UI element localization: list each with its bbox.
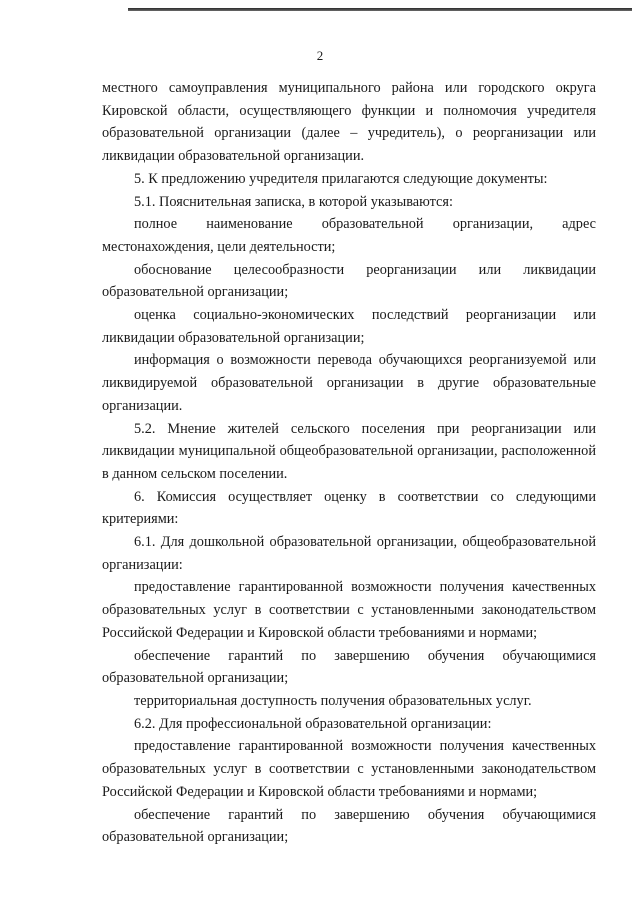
paragraph-completion-guarantee: обеспечение гарантий по завершению обучения обучающимися образовательной организации; xyxy=(102,647,596,687)
paragraph-item-5: 5. К предложению учредителя прилагаются следующие документы: xyxy=(134,170,548,187)
scan-edge-line xyxy=(128,8,632,11)
paragraph-transfer-info: информация о возможности перевода обучающихся реорганизуемой или ликвидируемой образовательной организации в другие образовательные организации. xyxy=(102,352,596,414)
paragraph-quality-guarantee: предоставление гарантированной возможности получения качественных образовательных услуг в соответствии с установленными законодательством Российской Федерации и Кировской области требованиями и нормами; xyxy=(102,579,596,641)
paragraph-item-5-1: 5.1. Пояснительная записка, в которой указываются: xyxy=(134,193,453,210)
page-number: 2 xyxy=(316,48,324,63)
paragraph-item-6-2: 6.2. Для профессиональной образовательной организации: xyxy=(134,715,492,732)
paragraph-item-6: 6. Комиссия осуществляет оценку в соответствии со следующими критериями: xyxy=(102,488,596,528)
document-body xyxy=(102,77,596,849)
paragraph-item-5-2: 5.2. Мнение жителей сельского поселения при реорганизации или ликвидации муниципальной общеобразовательной организации, расположенной в данном сельском поселении. xyxy=(102,420,596,482)
paragraph-completion-guarantee-2: обеспечение гарантий по завершению обучения обучающимися образовательной организации; xyxy=(102,806,596,846)
paragraph-full-name: полное наименование образовательной организации, адрес местонахождения, цели деятельности; xyxy=(102,216,596,255)
paragraph-justification: обоснование целесообразности реорганизации или ликвидации образовательной организации; xyxy=(102,261,596,301)
paragraph-accessibility: территориальная доступность получения образовательных услуг. xyxy=(134,692,532,709)
paragraph-item-6-1: 6.1. Для дошкольной образовательной организации, общеобразовательной организации: xyxy=(102,534,596,573)
paragraph-quality-guarantee-2: предоставление гарантированной возможности получения качественных образовательных услуг в соответствии с установленными законодательством Российской Федерации и Кировской области требованиями и нормами; xyxy=(102,738,596,800)
paragraph-socioeconomic: оценка социально-экономических последствий реорганизации или ликвидации образовательной организации; xyxy=(102,307,596,346)
paragraph-continuation: местного самоуправления муниципального района или городского округа Кировской области, осуществляющего функции и полномочия учредителя образовательной организации (далее – учредитель), о реорганизации или ликвидации образовательной организации. xyxy=(102,80,596,165)
